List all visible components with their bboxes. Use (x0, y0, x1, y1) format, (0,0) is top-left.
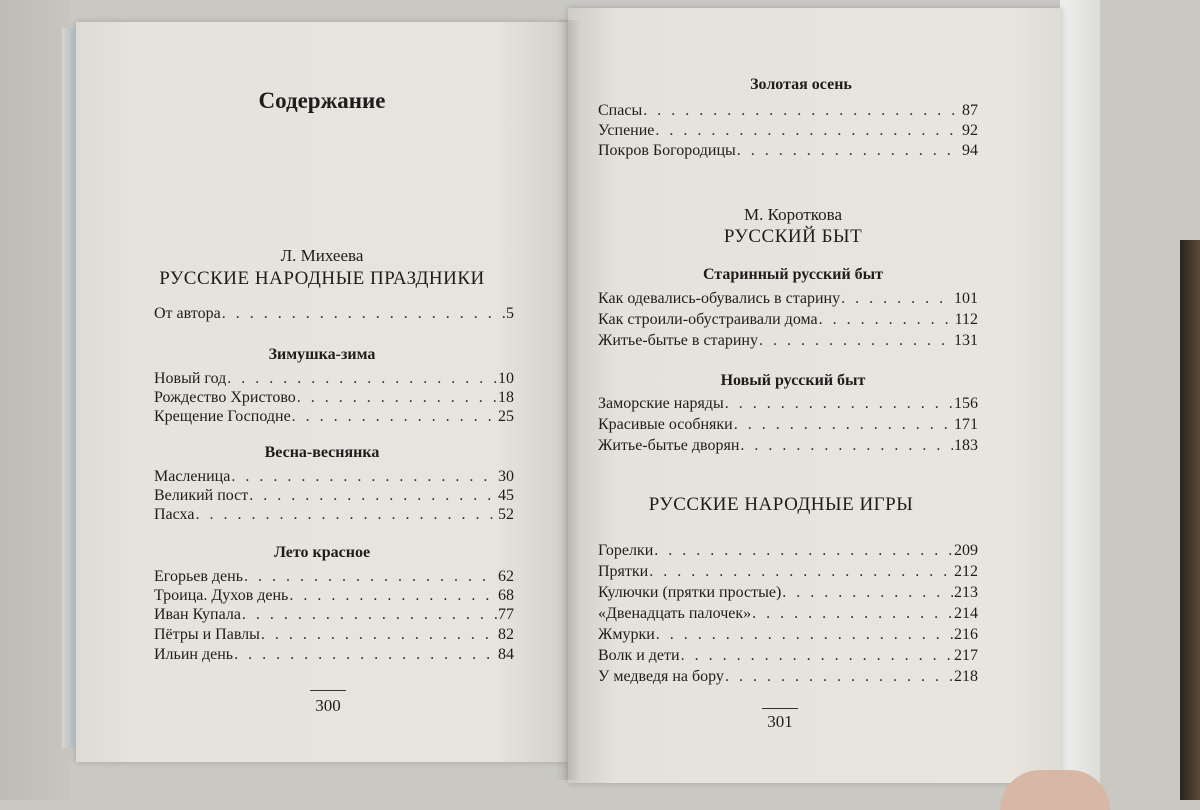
entry-title: Жмурки (598, 626, 655, 643)
book-title: РУССКИЕ НАРОДНЫЕ ПРАЗДНИКИ (159, 268, 485, 289)
entry-page: 5 (506, 305, 514, 322)
entry-title: Крещение Господне (154, 408, 291, 425)
entry-page: 101 (954, 290, 978, 307)
toc-entry[interactable] (598, 583, 978, 603)
toc-heading: Содержание (258, 88, 386, 113)
entry-title: Покров Богородицы (598, 142, 736, 159)
toc-entry[interactable] (598, 394, 978, 414)
toc-entry[interactable] (598, 141, 978, 161)
entry-title: Красивые особняки (598, 416, 733, 433)
leader-dots (654, 541, 953, 561)
entry-title: Масленица (154, 468, 231, 485)
leader-dots (649, 562, 953, 582)
table-surface (0, 0, 70, 800)
entry-page: 156 (954, 395, 978, 412)
leader-dots (195, 505, 497, 525)
toc-entry[interactable] (598, 289, 978, 309)
entry-title: Троица. Духов день (154, 587, 289, 604)
entry-page: 213 (954, 584, 978, 601)
leader-dots (249, 486, 497, 506)
entry-page: 214 (954, 605, 978, 622)
leader-dots (643, 101, 961, 121)
right-page (568, 8, 1062, 783)
leader-dots (244, 567, 497, 587)
games-title: РУССКИЕ НАРОДНЫЕ ИГРЫ (648, 494, 914, 515)
toc-entry[interactable] (154, 567, 514, 587)
entry-page: 25 (498, 408, 514, 425)
toc-entry[interactable] (154, 486, 514, 506)
entry-page: 94 (962, 142, 978, 159)
entry-page: 45 (498, 487, 514, 504)
entry-title: Житье-бытье в старину (598, 332, 758, 349)
leader-dots (222, 304, 505, 324)
entry-title: Пётры и Павлы (154, 626, 260, 643)
entry-title: Иван Купала (154, 606, 241, 623)
entry-title: Волк и дети (598, 647, 680, 664)
leader-dots (725, 394, 953, 414)
toc-entry[interactable] (598, 625, 978, 645)
entry-title: Как строили-обустраивали дома (598, 311, 818, 328)
entry-page: 68 (498, 587, 514, 604)
entry-page: 217 (954, 647, 978, 664)
toc-entry[interactable] (154, 407, 514, 427)
leader-dots (681, 646, 953, 666)
leader-dots (734, 415, 953, 435)
entry-title: Великий пост (154, 487, 249, 504)
section-heading: Новый русский быт (720, 372, 866, 389)
entry-title: У медведя на бору (598, 668, 724, 685)
leader-dots (752, 604, 953, 624)
toc-entry[interactable] (598, 415, 978, 435)
toc-entry[interactable] (598, 562, 978, 582)
toc-entry[interactable] (598, 436, 978, 456)
section-heading: Зимушка-зима (268, 346, 376, 363)
entry-page: 77 (498, 606, 514, 623)
author-name: Л. Михеева (280, 246, 364, 265)
entry-title: Егорьев день (154, 568, 243, 585)
toc-entry[interactable] (598, 121, 978, 141)
toc-entry[interactable] (598, 667, 978, 687)
page-number: 301 (767, 712, 793, 731)
entry-page: 209 (954, 542, 978, 559)
entry-page: 112 (954, 311, 978, 328)
section-heading: Старинный русский быт (702, 266, 884, 283)
entry-title: Ильин день (154, 646, 234, 663)
leader-dots (242, 605, 497, 625)
section-heading: Лето красное (273, 544, 371, 561)
toc-entry[interactable] (154, 625, 514, 645)
entry-title: Заморские наряды (598, 395, 724, 412)
author-name: М. Короткова (743, 205, 843, 224)
toc-entry[interactable] (154, 467, 514, 487)
book-title: РУССКИЙ БЫТ (723, 226, 863, 247)
toc-entry[interactable] (598, 541, 978, 561)
entry-title: Успение (598, 122, 655, 139)
leader-dots (655, 121, 961, 141)
left-page (76, 22, 568, 762)
toc-entry[interactable] (154, 505, 514, 525)
entry-title: Спасы (598, 102, 643, 119)
leader-dots (725, 667, 953, 687)
entry-title: Пасха (154, 506, 195, 523)
toc-entry[interactable] (154, 369, 514, 389)
toc-entry[interactable] (598, 331, 978, 351)
toc-entry[interactable] (154, 586, 514, 606)
leader-dots (289, 586, 497, 606)
leader-dots (819, 310, 954, 330)
entry-title: Житье-бытье дворян (598, 437, 740, 454)
entry-page: 30 (498, 468, 514, 485)
leader-dots (656, 625, 953, 645)
entry-title: Кулючки (прятки простые) (598, 584, 782, 601)
entry-page: 92 (962, 122, 978, 139)
leader-dots (261, 625, 497, 645)
entry-page: 18 (498, 389, 514, 406)
entry-page: 171 (954, 416, 978, 433)
book-spine (556, 20, 580, 780)
toc-entry[interactable] (154, 645, 514, 665)
page-number-rule (310, 690, 346, 691)
entry-page: 87 (962, 102, 978, 119)
toc-entry[interactable] (154, 605, 514, 625)
entry-title: Новый год (154, 370, 227, 387)
entry-title: «Двенадцать палочек» (598, 605, 752, 622)
section-heading: Золотая осень (750, 76, 852, 93)
toc-entry[interactable] (598, 101, 978, 121)
leader-dots (297, 388, 497, 408)
entry-page: 216 (954, 626, 978, 643)
entry-page: 84 (498, 646, 514, 663)
toc-entry[interactable] (598, 310, 978, 330)
entry-page: 218 (954, 668, 978, 685)
entry-title: Рождество Христово (154, 389, 296, 406)
leader-dots (292, 407, 497, 427)
entry-page: 82 (498, 626, 514, 643)
leader-dots (841, 289, 953, 309)
section-heading: Весна-веснянка (264, 444, 380, 461)
leader-dots (231, 467, 497, 487)
page-number-rule (762, 708, 798, 709)
entry-page: 10 (498, 370, 514, 387)
leader-dots (759, 331, 953, 351)
page-number: 300 (315, 696, 341, 715)
entry-page: 62 (498, 568, 514, 585)
leader-dots (227, 369, 497, 389)
entry-page: 183 (954, 437, 978, 454)
toc-entry[interactable] (598, 604, 978, 624)
leader-dots (737, 141, 961, 161)
toc-entry[interactable] (598, 646, 978, 666)
entry-page: 131 (954, 332, 978, 349)
leader-dots (782, 583, 953, 603)
leader-dots (234, 645, 497, 665)
entry-title: От автора (154, 305, 221, 322)
entry-page: 52 (498, 506, 514, 523)
toc-entry[interactable] (154, 388, 514, 408)
toc-entry-intro[interactable] (154, 304, 514, 324)
entry-title: Прятки (598, 563, 649, 580)
entry-title: Горелки (598, 542, 654, 559)
entry-page: 212 (954, 563, 978, 580)
book-back-cover (1060, 0, 1100, 800)
background-object (1180, 240, 1200, 800)
leader-dots (740, 436, 953, 456)
entry-title: Как одевались-обувались в старину (598, 290, 841, 307)
